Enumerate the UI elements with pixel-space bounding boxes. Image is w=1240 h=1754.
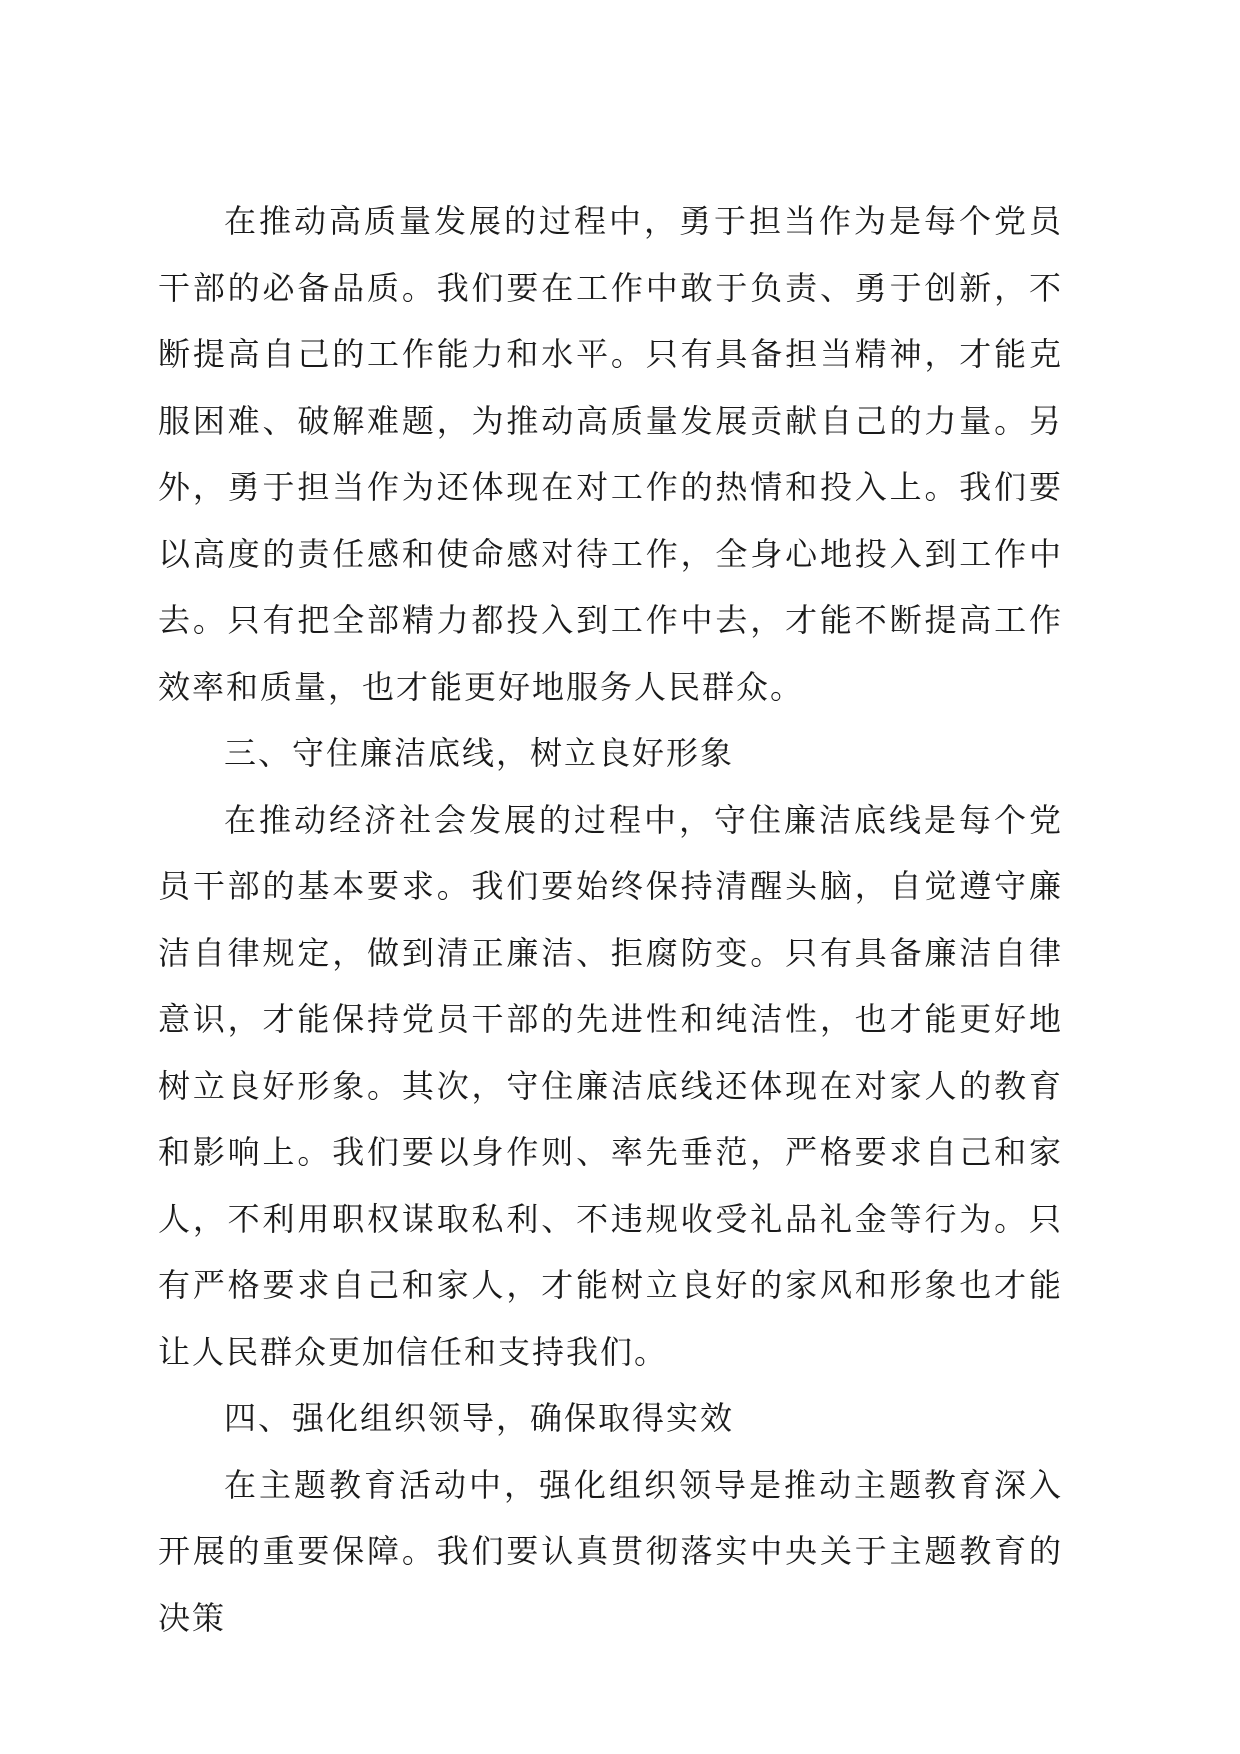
section-heading-integrity: 三、守住廉洁底线，树立良好形象 xyxy=(224,734,735,772)
paragraph-integrity: 在推动经济社会发展的过程中，守住廉洁底线是每个党员干部的基本要求。我们要始终保持清醒头脑，自觉遵守廉洁自律规定，做到清正廉洁、拒腐防变。只有具备廉洁自律意识，才能保持党员干部的先进性和纯洁性，也才能更好地树立良好形象。其次，守住廉洁底线还体现在对家人的教育和影响上。我们要以身作则、率先垂范，严格要求自己和家人，不利用职权谋取私利、不违规收受礼品礼金等行为。只有严格要求自己和家人，才能树立良好的家风和形象也才能让人民群众更加信任和支持我们。 xyxy=(158,800,1063,1371)
paragraph-responsibility: 在推动高质量发展的过程中，勇于担当作为是每个党员干部的必备品质。我们要在工作中敢于负责、勇于创新，不断提高自己的工作能力和水平。只有具备担当精神，才能克服困难、破解难题，为推动高质量发展贡献自己的力量。另外，勇于担当作为还体现在对工作的热情和投入上。我们要以高度的责任感和使命感对待工作，全身心地投入到工作中去。只有把全部精力都投入到工作中去，才能不断提高工作效率和质量，也才能更好地服务人民群众。 xyxy=(158,202,1063,706)
document-body xyxy=(158,188,1063,1651)
paragraph-leadership: 在主题教育活动中，强化组织领导是推动主题教育深入开展的重要保障。我们要认真贯彻落实中央关于主题教育的决策 xyxy=(158,1465,1063,1637)
section-heading-leadership: 四、强化组织领导，确保取得实效 xyxy=(224,1399,735,1437)
